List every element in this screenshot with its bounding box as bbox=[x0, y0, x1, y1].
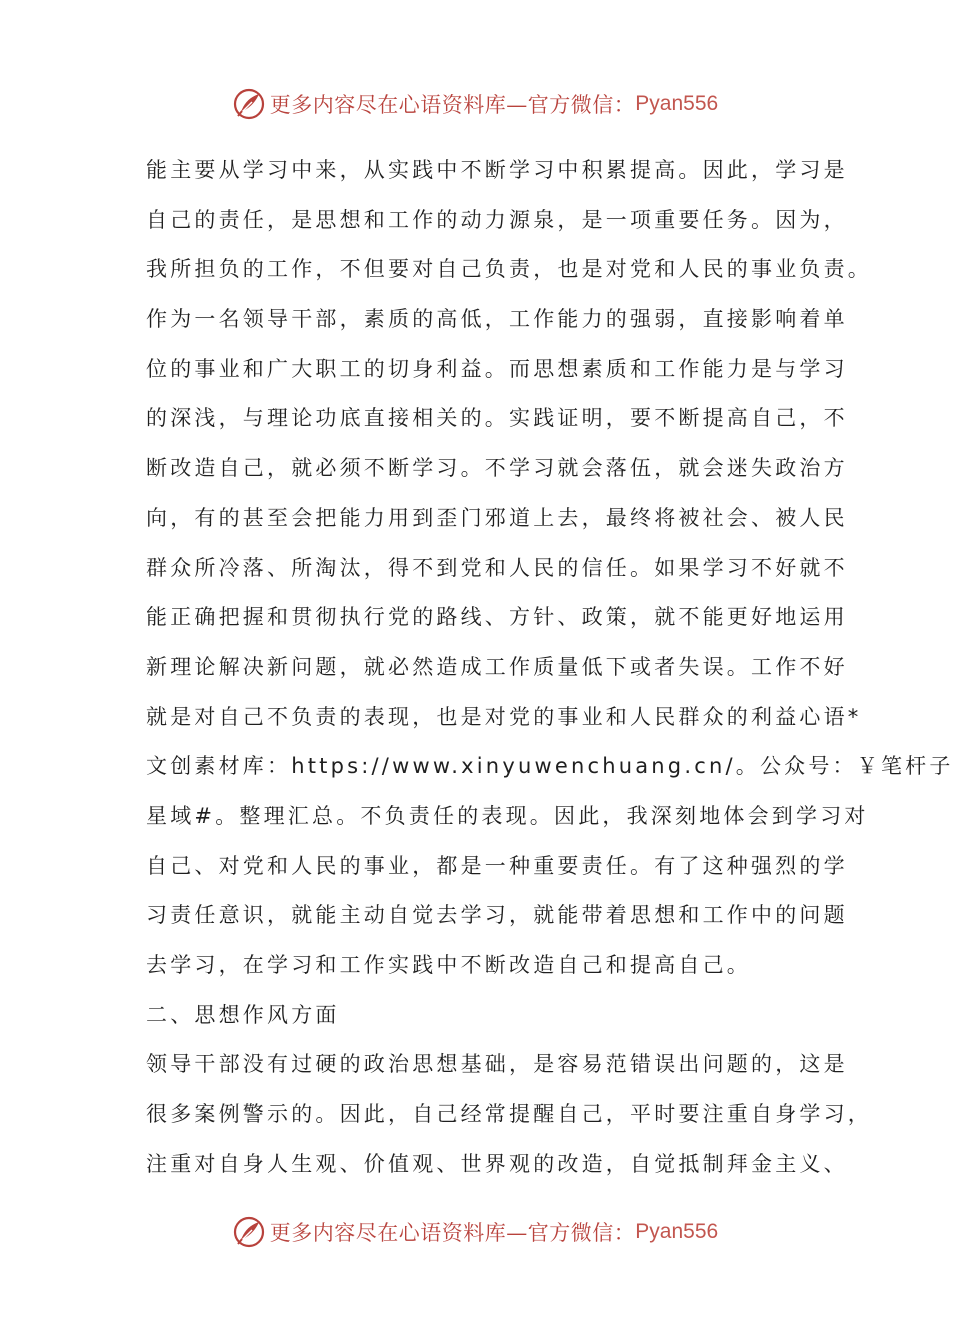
body-line: 能正确把握和贯彻执行党的路线、方针、政策，就不能更好地运用 bbox=[146, 605, 848, 630]
body-line: 向，有的甚至会把能力用到歪门邪道上去，最终将被社会、被人民 bbox=[146, 505, 848, 530]
header-banner bbox=[0, 84, 950, 124]
body-line: 新理论解决新问题，就必然造成工作质量低下或者失误。工作不好 bbox=[146, 654, 848, 679]
body-line: 我所担负的工作，不但要对自己负责，也是对党和人民的事业负责。 bbox=[146, 257, 872, 282]
body-line: 去学习，在学习和工作实践中不断改造自己和提高自己。 bbox=[146, 953, 751, 977]
footer-banner bbox=[0, 1212, 950, 1252]
body-line: 很多案例警示的。因此，自己经常提醒自己，平时要注重自身学习， bbox=[146, 1102, 872, 1127]
banner-text: 更多内容尽在心语资料库—官方微信： bbox=[269, 1221, 636, 1245]
banner-handle: Pyan556 bbox=[635, 92, 719, 115]
feather-logo-icon bbox=[232, 1215, 266, 1249]
body-line: 作为一名领导干部，素质的高低，工作能力的强弱，直接影响着单 bbox=[146, 307, 848, 332]
document-body bbox=[146, 146, 954, 1189]
body-line: 星域#。整理汇总。不负责任的表现。因此，我深刻地体会到学习对 bbox=[146, 803, 869, 828]
body-line: 注重对自身人生观、价值观、世界观的改造，自觉抵制拜金主义、 bbox=[146, 1151, 848, 1176]
body-line-with-link: 文创素材库：https://www.xinyuwenchuang.cn/。公众号：￥笔杆子 bbox=[146, 754, 954, 779]
banner-text: 更多内容尽在心语资料库—官方微信： bbox=[269, 93, 636, 117]
section-heading: 二、思想作风方面 bbox=[146, 1002, 340, 1027]
body-line: 能主要从学习中来，从实践中不断学习中积累提高。因此，学习是 bbox=[146, 158, 848, 182]
body-line: 领导干部没有过硬的政治思想基础，是容易范错误出问题的，这是 bbox=[146, 1052, 848, 1077]
body-line: 自己、对党和人民的事业，都是一种重要责任。有了这种强烈的学 bbox=[146, 853, 848, 878]
body-line: 断改造自己，就必须不断学习。不学习就会落伍，就会迷失政治方 bbox=[146, 456, 848, 481]
body-line: 自己的责任，是思想和工作的动力源泉，是一项重要任务。因为， bbox=[146, 207, 848, 232]
body-line: 的深浅，与理论功底直接相关的。实践证明，要不断提高自己，不 bbox=[146, 406, 848, 431]
body-line: 群众所冷落、所淘汰，得不到党和人民的信任。如果学习不好就不 bbox=[146, 555, 848, 580]
feather-logo-icon bbox=[232, 87, 266, 121]
body-line: 就是对自己不负责的表现，也是对党的事业和人民群众的利益心语* bbox=[146, 704, 862, 729]
body-line: 习责任意识，就能主动自觉去学习，就能带着思想和工作中的问题 bbox=[146, 903, 848, 928]
body-line: 位的事业和广大职工的切身利益。而思想素质和工作能力是与学习 bbox=[146, 356, 848, 381]
banner-handle: Pyan556 bbox=[635, 1220, 719, 1243]
